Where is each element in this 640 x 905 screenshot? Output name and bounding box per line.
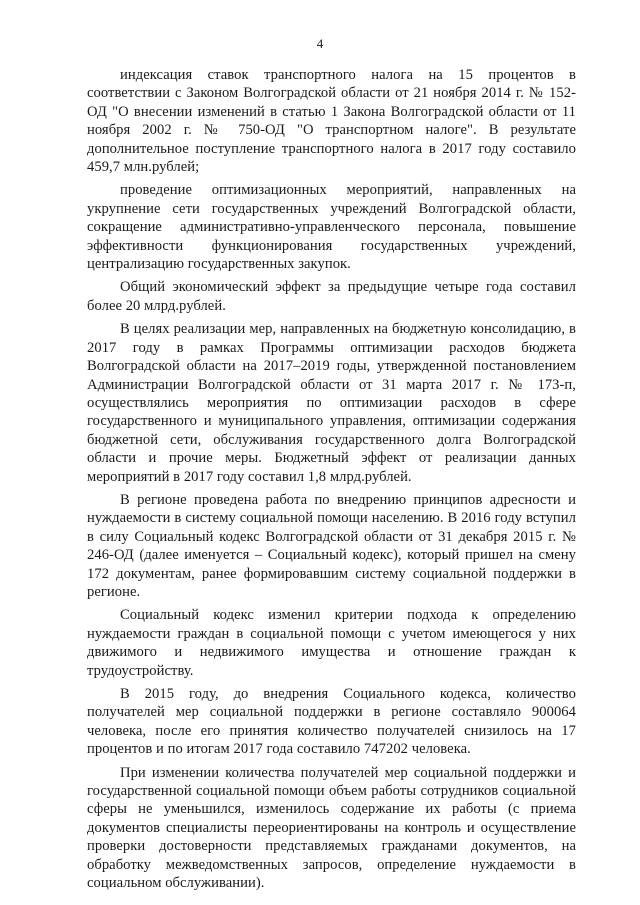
paragraph-economic-effect: Общий экономический эффект за предыдущие четыре года составил более 20 млрд.рублей. — [87, 279, 576, 314]
paragraph-recipients-count: В 2015 году, до внедрения Социального кодекса, количество получателей мер социальной поддержки в регионе составляло 900064 человека, после его принятия количество получателей снизилось на 17 процентов и по итогам 2017 года составило 747202 человека. — [87, 686, 576, 758]
paragraph-social-code-criteria: Социальный кодекс изменил критерии подхода к определению нуждаемости граждан в социальной помощи с учетом имеющегося у них движимого и недвижимого имущества и отношение граждан к трудоустройству. — [87, 607, 576, 679]
document-body — [87, 66, 576, 897]
paragraph-workload: При изменении количества получателей мер социальной поддержки и государственной социальной помощи объем работы сотрудников социальной сферы не уменьшился, изменилось содержание их работы (с приема документов специалисты переориентированы на контроль и осуществление проверки достоверности представляемых гражданами документов, на обработку межведомственных запросов, определение нуждаемости в социальном обслуживании). — [87, 764, 576, 892]
page-number: 4 — [316, 36, 324, 51]
paragraph-transport-tax: индексация ставок транспортного налога на 15 процентов в соответствии с Законом Волгоградской области от 21 ноября 2014 г. № 152-ОД "О внесении изменений в статью 1 Закона Волгоградской области от 11 ноября 2002 г. № 750-ОД "О транспортном налоге". В результате дополнительное поступление транспортного налога в 2017 году составило 459,7 млн.рублей; — [87, 67, 576, 176]
paragraph-social-targeting: В регионе проведена работа по внедрению принципов адресности и нуждаемости в систему социальной помощи населению. В 2016 году вступил в силу Социальный кодекс Волгоградской области от 31 декабря 2015 г. № 246-ОД (далее именуется – Социальный кодекс), который пришел на смену 172 документам, ранее формировавшим систему социальной поддержки в регионе. — [87, 491, 576, 600]
paragraph-budget-consolidation: В целях реализации мер, направленных на бюджетную консолидацию, в 2017 году в рамках Программы оптимизации расходов бюджета Волгоградской области на 2017–2019 годы, утвержденной постановлением Администрации Волгоградской области от 31 марта 2017 г. № 173-п, осуществлялись мероприятия по оптимизации расходов в сфере государственного и муниципального управления, оптимизации содержания бюджетной сети, обслуживания государственного долга Волгоградской области и прочие меры. Бюджетный эффект от реализации данных мероприятий в 2017 году составил 1,8 млрд.рублей. — [87, 321, 576, 485]
paragraph-optimization-measures: проведение оптимизационных мероприятий, направленных на укрупнение сети государственных учреждений Волгоградской области, сокращение административно-управленческого персонала, повышение эффективности функционирования государственных учреждений, централизацию государственных закупок. — [87, 182, 576, 273]
